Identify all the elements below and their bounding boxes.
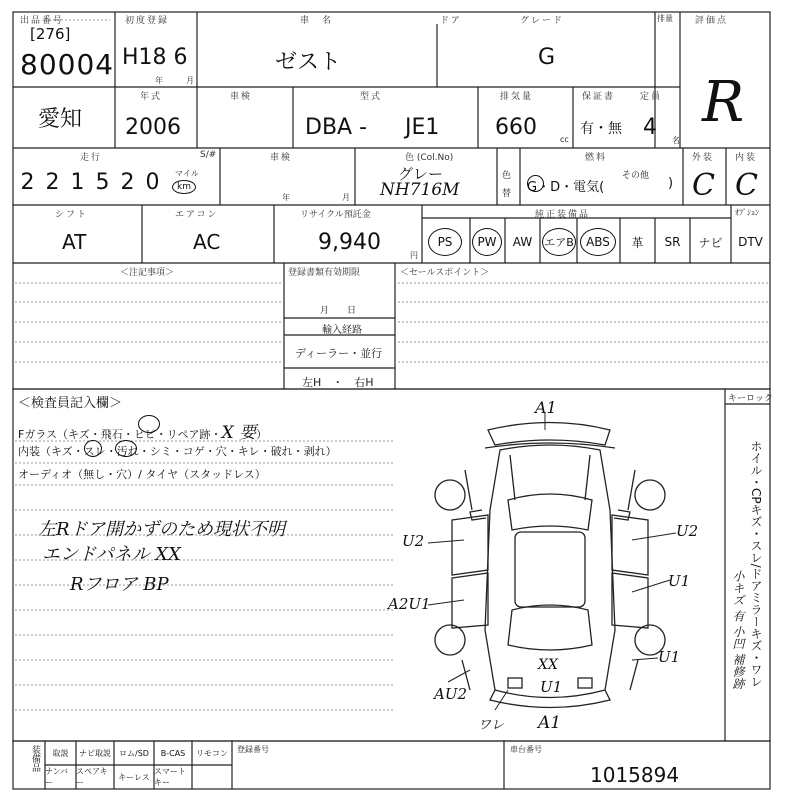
footer-rom-sd: ロム/SD <box>119 748 149 758</box>
capacity-label: 定員 <box>640 92 663 102</box>
fuel-label: 燃料 <box>585 153 608 163</box>
glass-text: Fガラス（キズ・飛石・ヒビ・リペア跡・ <box>18 428 222 441</box>
interior-grade: C <box>735 168 758 203</box>
reg-month-day: 月 日 <box>320 306 357 316</box>
inspector-line-audio: オーディオ（無し・穴）/ タイヤ（スタッドレス） <box>18 468 266 481</box>
equip-abs: ABS <box>580 228 616 256</box>
footer-keyless: キーレス <box>118 772 150 782</box>
diagram-label-u1-rear: U1 <box>540 678 563 696</box>
fuel-other: その他 <box>622 171 650 181</box>
diagram-label-u2-right: U2 <box>676 522 699 540</box>
mileage-digit: 2 <box>45 170 60 195</box>
fuel-gas-circle <box>527 175 544 192</box>
lot-number: 80004 <box>20 48 115 81</box>
cc-unit: cc <box>560 135 569 144</box>
equipment-extra-label: ｵﾌﾟｼｮﾝ <box>735 208 759 217</box>
inspector-note-endpanel: エンドパネル XX <box>42 544 181 565</box>
sha-label: S/# <box>200 150 217 160</box>
shaken-expiry-label: 車検 <box>270 153 293 163</box>
recycle-fee: 9,940 <box>318 230 381 255</box>
reg-expiry-label: 登録書類有効期限 <box>288 268 361 278</box>
doors-label: ドア <box>440 16 462 26</box>
equip-dtv: DTV <box>738 235 763 249</box>
diagram-label-au2: AU2 <box>434 685 468 703</box>
footer-navi-manual: ナビ取説 <box>79 748 111 758</box>
mileage-unit-mile: マイル <box>175 169 199 178</box>
lot-number-label: 出品番号 <box>20 16 65 26</box>
interior-scuff-circle <box>84 440 102 457</box>
yen-unit: 円 <box>410 251 418 260</box>
capacity-value: 4 <box>643 115 657 140</box>
aircon-label: エアコン <box>175 210 219 220</box>
glass-close: ） <box>256 428 268 441</box>
model-prefix: DBA - <box>305 115 368 140</box>
mileage-digit: 5 <box>95 170 110 195</box>
side-note-minor: 小キズ 有 小凹 補修跡 <box>731 570 745 690</box>
footer-equipment-label: 装備品 <box>30 745 40 772</box>
grade-value: G <box>538 45 556 70</box>
interior-label: 内装 <box>735 153 758 163</box>
equip-leather: 革 <box>631 235 644 250</box>
footer-smart-key: スマートキー <box>154 767 186 787</box>
fuel-options: G・D・電気( <box>527 180 605 195</box>
warranty-label: 保証書 <box>582 92 616 102</box>
recycle-label: リサイクル預託金 <box>300 210 371 220</box>
import-route-label: 輸入経路 <box>322 325 362 336</box>
color-label-1: 色 <box>502 171 512 181</box>
first-reg-value: H18 6 <box>122 45 188 70</box>
capacity-unit: 名 <box>672 136 680 145</box>
chassis-number: 1015894 <box>590 763 680 787</box>
lot-prefix: [276] <box>30 25 71 43</box>
footer-chassis-label: 車台番号 <box>510 745 542 754</box>
shift-label: シフト <box>55 210 89 220</box>
car-name-label: 車 名 <box>300 16 334 26</box>
diagram-label-rear: A1 <box>538 713 562 733</box>
shaken-year-unit: 年 <box>282 193 290 202</box>
shaken-month-unit: 月 <box>342 193 350 202</box>
equip-navi: ナビ <box>698 235 723 250</box>
color-label: 色 (Col.No) <box>405 153 454 163</box>
score-value: R <box>702 70 745 135</box>
equip-sunroof: SR <box>664 235 681 249</box>
diagram-label-crack: ワレ <box>478 718 505 733</box>
displacement-value: 660 <box>495 115 537 140</box>
footer-manual: 取説 <box>52 748 69 758</box>
mileage-digit: 2 <box>20 170 35 195</box>
mileage-digit: 1 <box>70 170 85 195</box>
dealer-parallel: ディーラー・並行 <box>295 347 383 360</box>
displacement-label: 排気量 <box>500 92 534 102</box>
exterior-label: 外装 <box>692 153 715 163</box>
glass-crack-circle <box>138 415 160 433</box>
warranty-value: 有・無 <box>580 121 622 137</box>
equip-aw: AW <box>512 235 533 249</box>
footer-plate: ナンバー <box>45 767 69 787</box>
equip-pw: PW <box>472 228 502 256</box>
shift-value: AT <box>62 230 87 254</box>
diagram-label-u2-left: U2 <box>402 532 425 550</box>
first-reg-year-unit: 年 <box>155 76 163 85</box>
diagram-label-xx: XX <box>538 657 558 673</box>
key-lock-label: キーロック <box>728 394 773 404</box>
score-label: 評価点 <box>695 16 729 26</box>
color-code: NH716M <box>380 180 460 200</box>
glass-mark: X 要 <box>221 423 257 443</box>
equip-ps: PS <box>428 228 462 256</box>
notes-label: ＜注記事項＞ <box>120 268 175 278</box>
year-label: 年式 <box>140 92 163 102</box>
interior-dirt-circle <box>115 440 137 457</box>
mileage-digits <box>18 170 168 195</box>
diagram-label-a2u1: A2U1 <box>388 595 431 613</box>
mileage-label: 走行 <box>80 153 103 163</box>
first-reg-label: 初度登録 <box>125 16 170 26</box>
first-reg-month-unit: 月 <box>186 76 194 85</box>
inspector-line-interior: 内装（キズ・スレ・汚れ・シミ・コゲ・穴・キレ・破れ・剥れ） <box>18 445 337 458</box>
model-label: 型式 <box>360 92 383 102</box>
footer-remote: リモコン <box>196 748 228 758</box>
car-name-value: ゼスト <box>275 50 342 75</box>
diagram-label-u1-right: U1 <box>668 572 691 590</box>
side-note-wheel: ホイル・CPキズ・スレ/ドアミラーキズ・ワレ <box>749 440 763 688</box>
exterior-grade: C <box>692 168 715 203</box>
equipment-label: 純正装備品 <box>535 210 591 220</box>
model-year-value: 2006 <box>125 115 181 140</box>
inspector-title: ＜検査員記入欄＞ <box>18 396 123 411</box>
model-code: JE1 <box>405 115 440 140</box>
footer-spare-key: スペアキー <box>76 767 108 787</box>
footer-reg-number-label: 登録番号 <box>237 745 269 754</box>
region-value: 愛知 <box>38 107 83 132</box>
inspector-note-door: 左Rドア開かずのため現状不明 <box>38 519 286 540</box>
equip-airbag: エアB <box>542 228 576 256</box>
sales-point-label: ＜セールスポイント＞ <box>400 268 490 278</box>
footer-bcas: B-CAS <box>160 748 186 758</box>
diagram-label-u1-lower: U1 <box>658 648 681 666</box>
grade-label: グレード <box>520 16 565 26</box>
mileage-digit: 2 <box>120 170 135 195</box>
fuel-close: ) <box>668 176 674 191</box>
color-label-2: 替 <box>502 189 512 199</box>
mileage-unit-km: km <box>172 180 196 194</box>
shaken-label: 車検 <box>230 92 253 102</box>
inspector-note-floor: Rフロア BP <box>70 574 169 595</box>
color-name: グレー <box>398 165 444 183</box>
aircon-value: AC <box>193 230 221 254</box>
mileage-digit: 0 <box>145 170 160 195</box>
diagram-label-front: A1 <box>535 398 557 417</box>
handle-side: 左H ・ 右H <box>302 376 374 389</box>
cc-class-label: 排量 <box>657 14 673 23</box>
